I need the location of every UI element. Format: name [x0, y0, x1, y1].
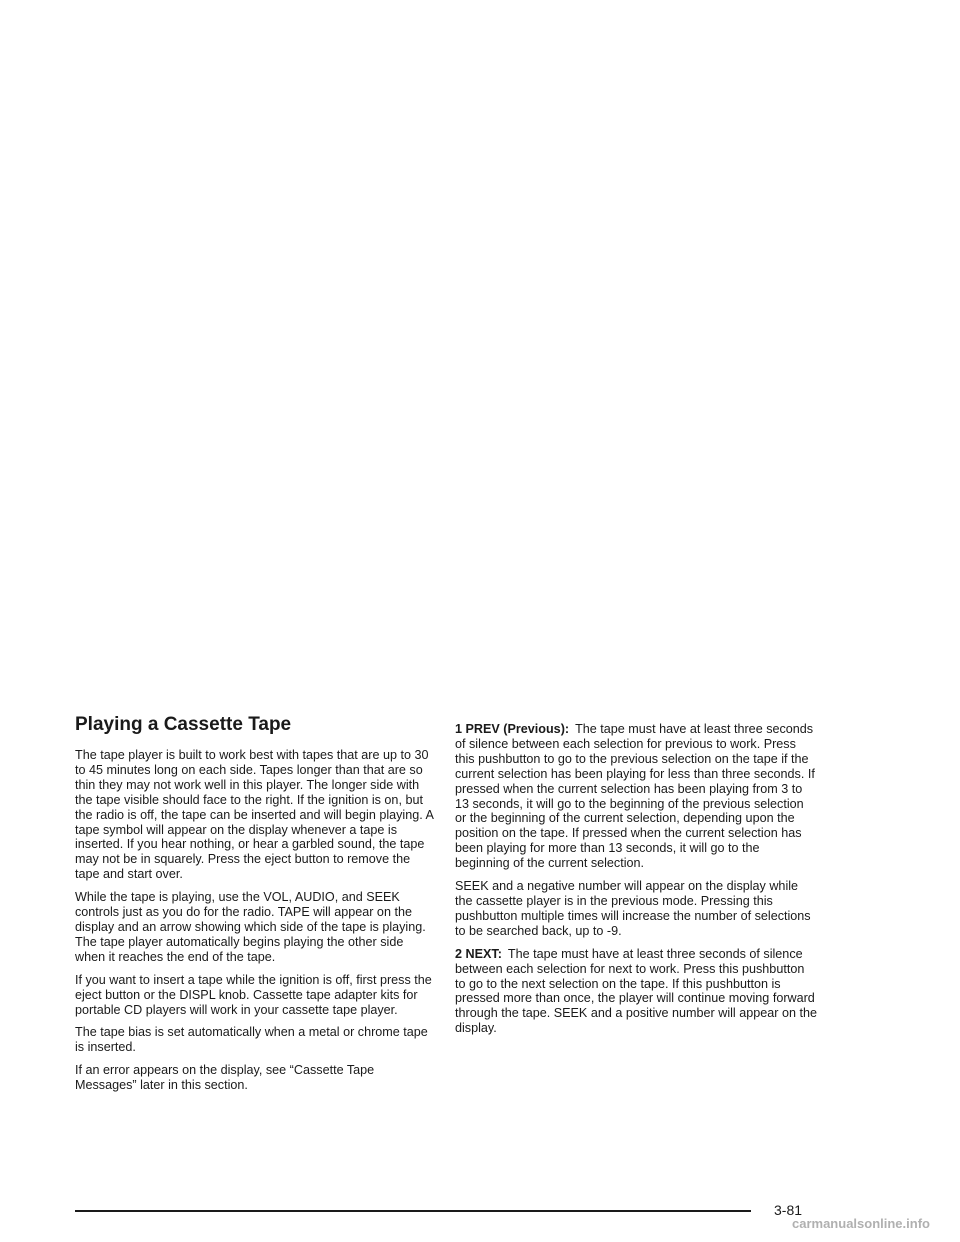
prev-term: 1 PREV (Previous):	[455, 722, 570, 736]
section-heading: Playing a Cassette Tape	[75, 714, 292, 735]
paragraph-intro: The tape player is built to work best with tapes that are up to 30 to 45 minutes long on each side. Tapes longer than that are so thin they may not work well in this player. The longer side with the tape visible should face to the right. If the ignition is on, but the radio is off, the tape can be inserted and will begin playing. A tape symbol will appear on the display whenever a tape is inserted. If you hear nothing, or hear a garbled sound, the tape may not be in squarely. Press the eject button to remove the tape and start over.	[75, 748, 434, 882]
prev-text: The tape must have at least three seconds of silence between each selection for previous to work. Press this pushbutton to go to the previous selection on the tape if the current selection has been playing for less than three seconds. If pressed when the current selection has been playing from 3 to 13 seconds, it will go to the beginning of the previous selection or the beginning of the current selection, depending upon the position on the tape. If pressed when the current selection has been playing for more than 13 seconds, it will go to the beginning of the current selection.	[455, 722, 815, 871]
paragraph-error: If an error appears on the display, see “Cassette Tape Messages” later in this section.	[75, 1063, 375, 1093]
left-column	[75, 714, 435, 1101]
watermark: carmanualsonline.info	[792, 1216, 930, 1231]
next-term: 2 NEXT:	[455, 946, 502, 961]
paragraph-tape-bias: The tape bias is set automatically when a metal or chrome tape is inserted.	[75, 1025, 428, 1055]
page-number: 3-81	[774, 1202, 803, 1218]
paragraph-prev	[455, 722, 817, 871]
next-text: The tape must have at least three seconds of silence between each selection for next to work. Press this pushbutton to go to the next selection on the tape. If this pushbutton is pressed more than once, the player will continue moving forward through the tape. SEEK and a positive number will appear on the display.	[455, 946, 817, 1036]
footer-rule	[75, 1210, 751, 1212]
paragraph-controls: While the tape is playing, use the VOL, AUDIO, and SEEK controls just as you do for the radio. TAPE will appear on the display and an arrow showing which side of the tape is playing. The tape player automatically begins playing the other side when it reaches the end of the tape.	[75, 890, 426, 964]
paragraph-seek: SEEK and a negative number will appear on the display while the cassette player is in the previous mode. Pressing this pushbutton multiple times will increase the number of selections to be searched back, up to -9.	[455, 879, 811, 938]
paragraph-next	[455, 947, 817, 1036]
right-column	[455, 722, 817, 1044]
paragraph-ignition-off: If you want to insert a tape while the ignition is off, first press the eject button or the DISPL knob. Cassette tape adapter kits for portable CD players will work in your cassette tape player.	[75, 972, 432, 1017]
